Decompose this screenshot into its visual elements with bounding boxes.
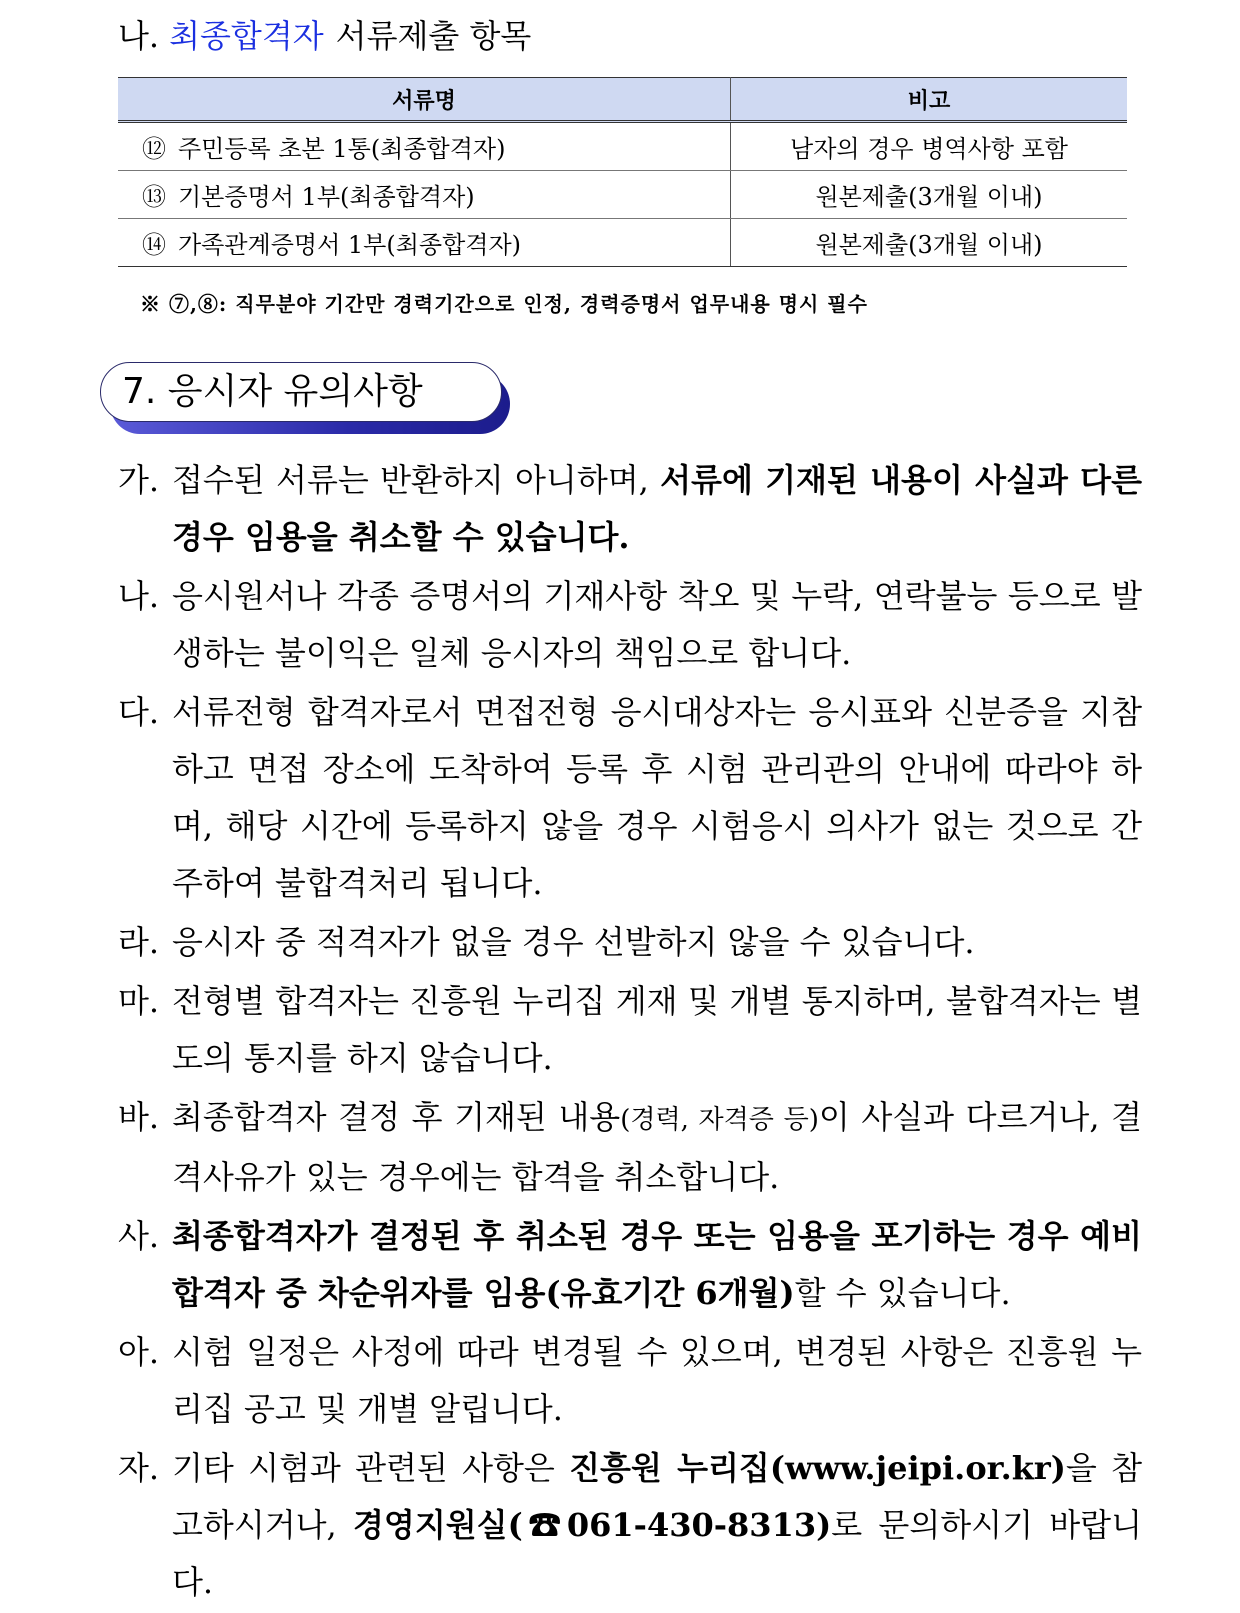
list-item — [118, 568, 1142, 682]
banner-title: 7. 응시자 유의사항 — [122, 371, 423, 412]
table-cell-document — [118, 122, 731, 171]
row-number: ⑬ — [142, 183, 166, 211]
item-marker: 아. — [118, 1333, 160, 1371]
list-item — [118, 1440, 1142, 1611]
list-item — [118, 1089, 1142, 1206]
item-text-part: 로 문의하시기 바랍니다. — [172, 1506, 1142, 1601]
item-text-part: 서류전형 합격자로서 면접전형 응시대상자는 응시표와 신분증을 지참하고 면접 장소에 도착하여 등록 후 시험 관리관의 안내에 따라야 하며, 해당 시간에 등록하지 않을 경우 시험응시 의사가 없는 것으로 간주하여 불합격처리 됩니다. — [172, 693, 1142, 902]
item-text — [172, 684, 1142, 912]
item-marker: 나. — [118, 577, 160, 615]
table-row — [118, 219, 1127, 267]
section-heading-rest: 서류제출 항목 — [335, 17, 532, 55]
item-text — [172, 1440, 1142, 1611]
section-7-banner — [100, 362, 512, 436]
document-name: 가족관계증명서 1부(최종합격자) — [178, 231, 522, 259]
list-item — [118, 1208, 1142, 1322]
list-item — [118, 452, 1142, 566]
item-text-part: 응시원서나 각종 증명서의 기재사항 착오 및 누락, 연락불능 등으로 발생하는 불이익은 일체 응시자의 책임으로 합니다. — [172, 577, 1142, 672]
table-row — [118, 171, 1127, 219]
item-text-part: 을 참고하시거나, — [172, 1449, 1142, 1544]
table-cell-document — [118, 219, 731, 267]
item-text-part: 이 사실과 다르거나, 결격사유가 있는 경우에는 합격을 취소합니다. — [172, 1098, 1142, 1196]
row-number: ⑫ — [142, 135, 166, 163]
item-text — [172, 914, 1142, 971]
table-header-document-name: 서류명 — [118, 78, 731, 122]
table-cell-remark: 남자의 경우 병역사항 포함 — [731, 122, 1128, 171]
item-text — [172, 973, 1142, 1087]
section-heading-final-documents — [118, 14, 531, 58]
item-text-small: (경력, 자격증 등) — [620, 1105, 819, 1135]
applicant-notice-list — [118, 452, 1142, 1613]
list-item — [118, 1324, 1142, 1438]
table-header-row — [118, 78, 1127, 122]
item-marker: 가. — [118, 461, 160, 499]
item-marker: 라. — [118, 923, 160, 961]
documents-table — [118, 77, 1127, 267]
section-heading-highlight: 최종합격자 — [169, 17, 324, 55]
table-cell-remark: 원본제출(3개월 이내) — [731, 219, 1128, 267]
contact-phone: (☎061-430-8313) — [507, 1506, 832, 1544]
item-text — [172, 568, 1142, 682]
item-text-bold: 최종합격자가 결정된 후 취소된 경우 또는 임용을 포기하는 경우 예비 합격자 중 차순위자를 임용 — [172, 1217, 1142, 1312]
list-item — [118, 684, 1142, 912]
table-row — [118, 122, 1127, 171]
section-marker: 나. — [118, 17, 160, 55]
item-text-part: 응시자 중 적격자가 없을 경우 선발하지 않을 수 있습니다. — [172, 923, 975, 961]
list-item — [118, 973, 1142, 1087]
table-header-remark: 비고 — [731, 78, 1128, 122]
item-marker: 사. — [118, 1217, 160, 1255]
contact-department: 경영지원실 — [353, 1506, 508, 1544]
item-text-part: 최종합격자 결정 후 기재된 내용 — [172, 1098, 621, 1136]
item-text — [172, 452, 1142, 566]
item-text-bold: 서류에 기재된 내용이 사실과 다른 경우 임용을 취소할 수 있습니다. — [172, 461, 1142, 556]
list-item — [118, 914, 1142, 971]
item-text — [172, 1089, 1142, 1206]
item-text-part: 할 수 있습니다. — [794, 1274, 1011, 1312]
item-text-part: 기타 시험과 관련된 사항은 — [172, 1449, 570, 1487]
item-marker: 마. — [118, 982, 160, 1020]
homepage-url: (www.jeipi.or.kr) — [769, 1449, 1066, 1487]
homepage-name: 진흥원 누리집 — [569, 1449, 770, 1487]
document-name: 기본증명서 1부(최종합격자) — [178, 183, 475, 211]
item-text — [172, 1324, 1142, 1438]
table-cell-remark: 원본제출(3개월 이내) — [731, 171, 1128, 219]
item-text-part: 전형별 합격자는 진흥원 누리집 게재 및 개별 통지하며, 불합격자는 별도의 통지를 하지 않습니다. — [172, 982, 1142, 1077]
item-marker: 자. — [118, 1449, 160, 1487]
item-text-bold: (유효기간 6개월) — [545, 1274, 795, 1312]
item-text-part: 접수된 서류는 반환하지 아니하며, — [172, 461, 661, 499]
career-period-note: ※ ⑦,⑧: 직무분야 기간만 경력기간으로 인정, 경력증명서 업무내용 명시 필수 — [140, 292, 868, 316]
item-marker: 다. — [118, 693, 160, 731]
item-text-part: 시험 일정은 사정에 따라 변경될 수 있으며, 변경된 사항은 진흥원 누리집 공고 및 개별 알립니다. — [172, 1333, 1142, 1428]
item-text — [172, 1208, 1142, 1322]
item-marker: 바. — [118, 1098, 160, 1136]
row-number: ⑭ — [142, 231, 166, 259]
table-cell-document — [118, 171, 731, 219]
document-name: 주민등록 초본 1통(최종합격자) — [178, 135, 506, 163]
